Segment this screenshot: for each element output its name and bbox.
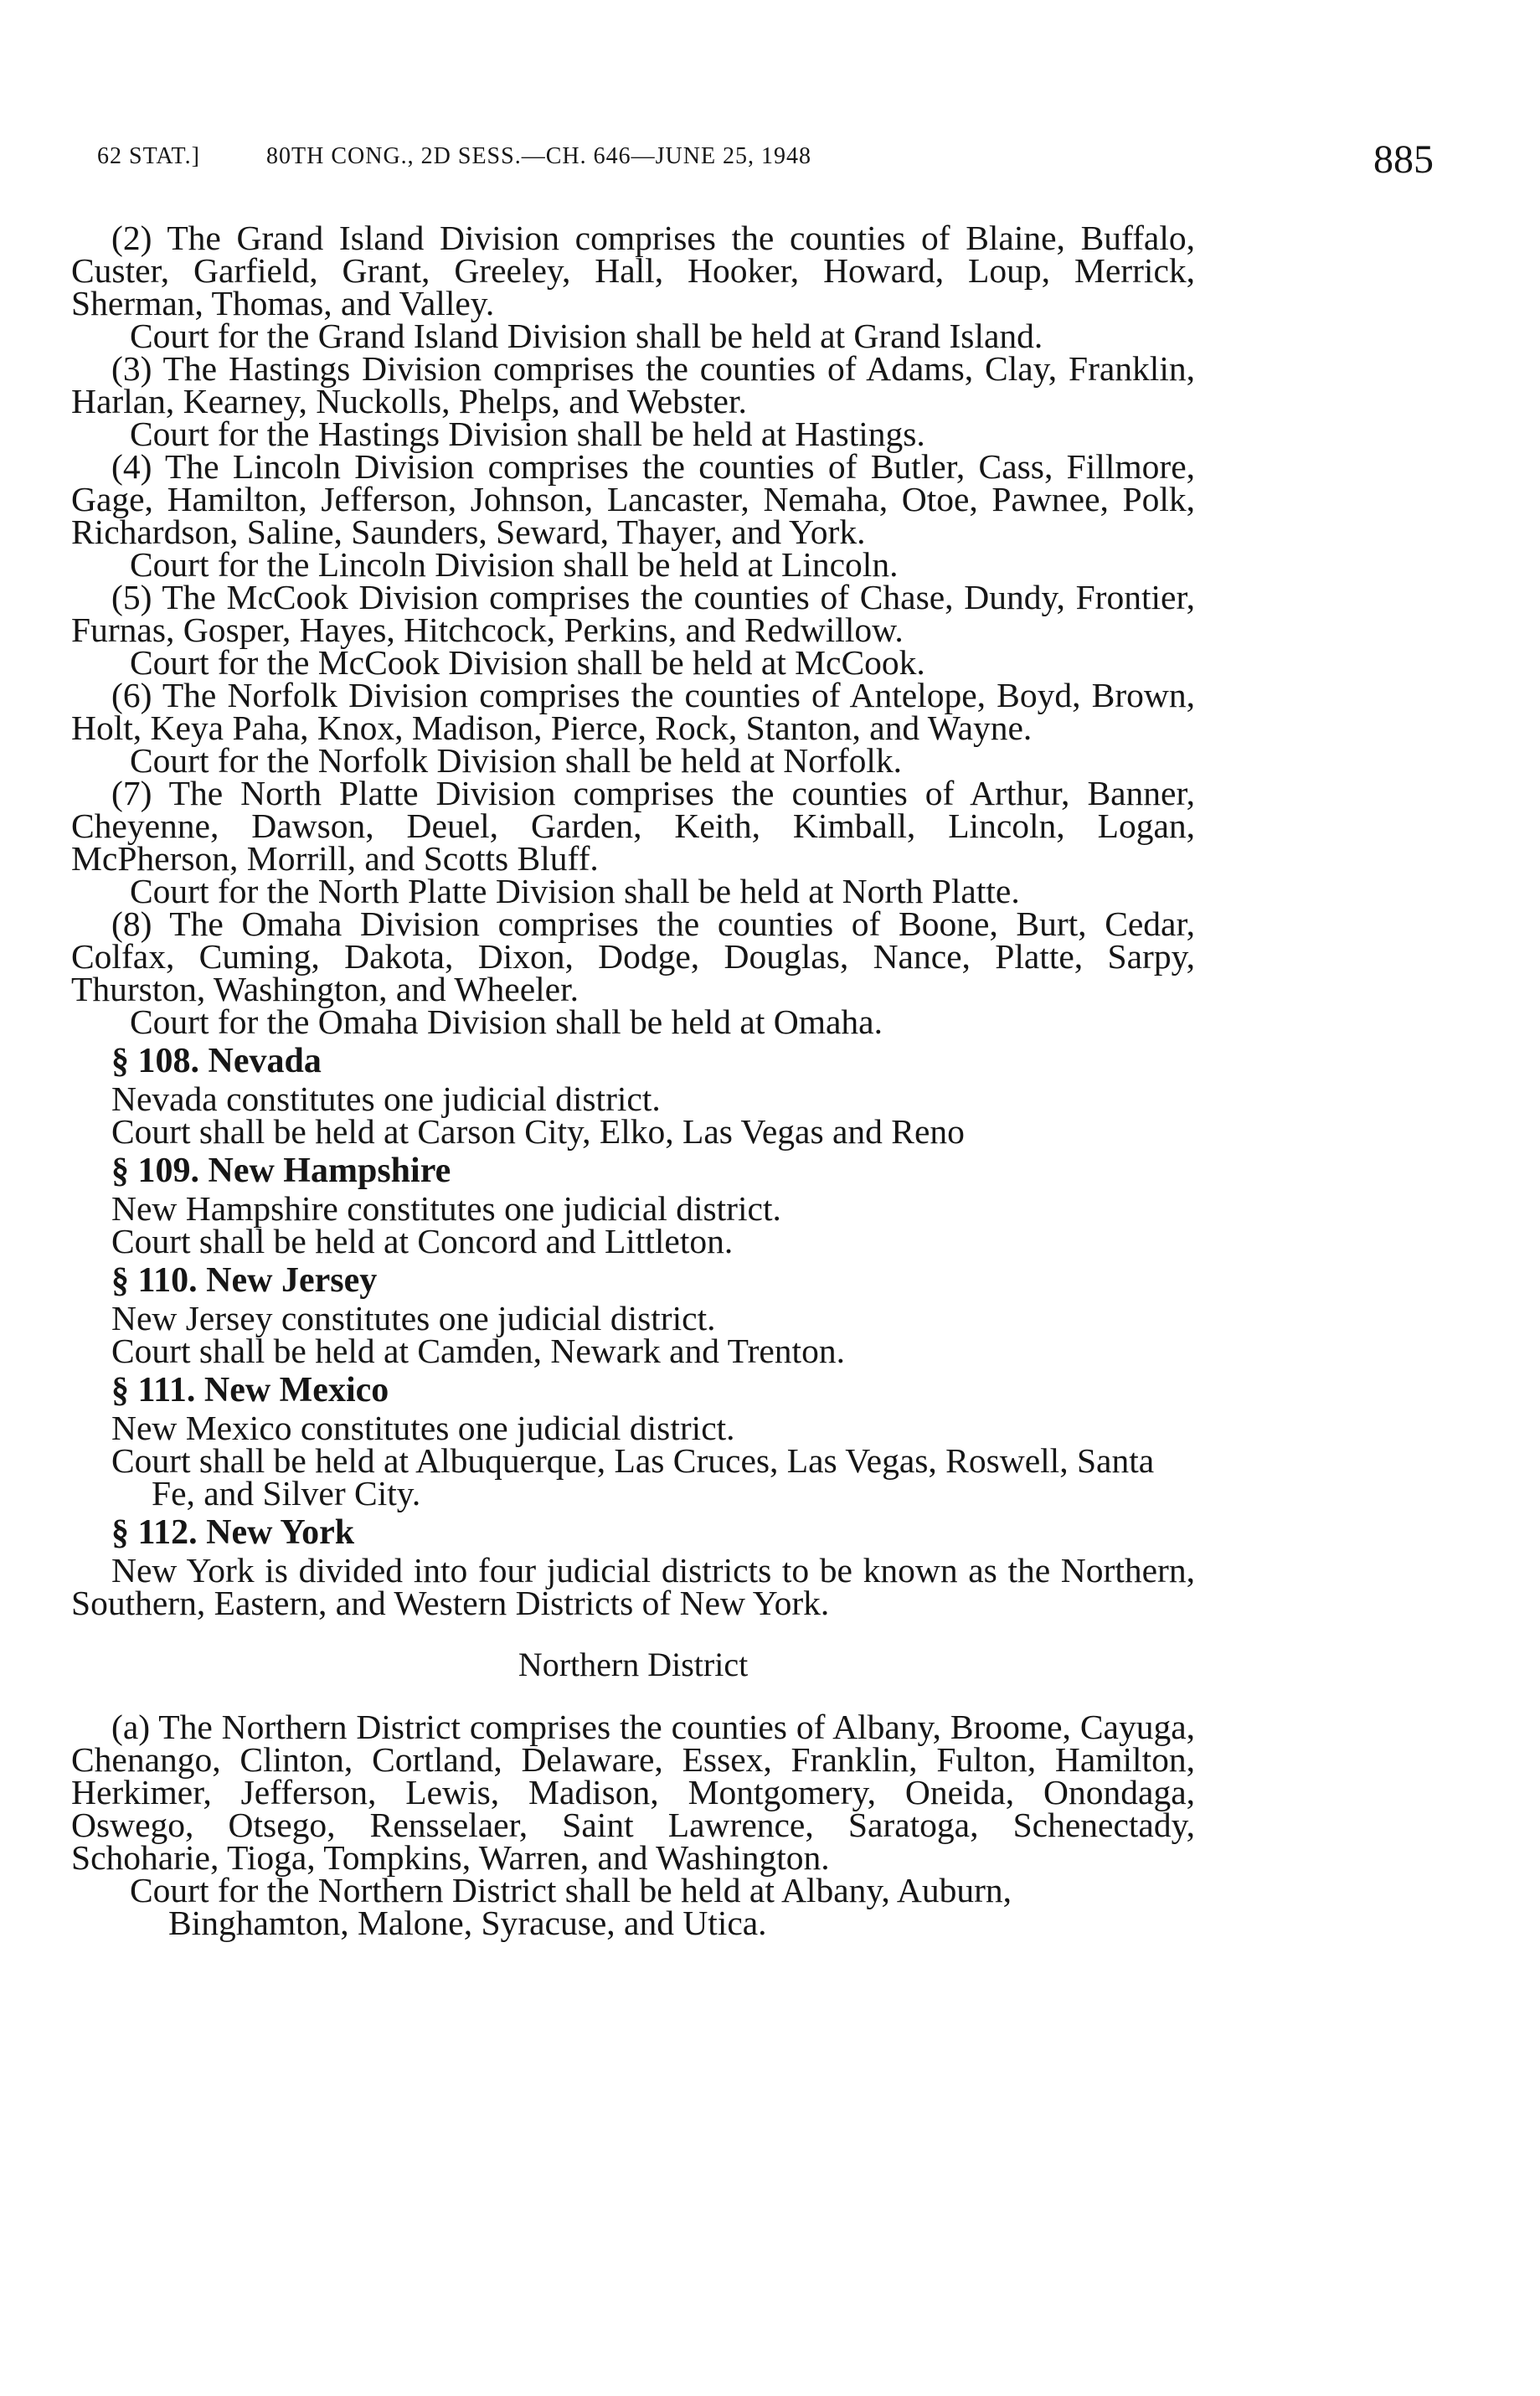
section-heading-new-york: § 112. New York <box>111 1513 355 1552</box>
omaha-court-line: Court for the Omaha Division shall be held at Omaha. <box>130 1002 883 1041</box>
new-hampshire-court-line: Court shall be held at Concord and Littleton. <box>111 1222 734 1260</box>
norfolk-court-line: Court for the Norfolk Division shall be held at Norfolk. <box>130 741 903 780</box>
norfolk-division-paragraph: (6) The Norfolk Division comprises the counties of Antelope, Boyd, Brown, Holt, Keya Paha, Knox, Madison, Pierce, Rock, Stanton, and Wayne. <box>71 676 1195 747</box>
section-heading-new-jersey: § 110. New Jersey <box>111 1261 378 1300</box>
new-hampshire-district-line: New Hampshire constitutes one judicial district. <box>111 1189 781 1228</box>
nevada-court-line: Court shall be held at Carson City, Elko, Las Vegas and Reno <box>111 1112 965 1151</box>
new-mexico-district-line: New Mexico constitutes one judicial district. <box>111 1409 735 1447</box>
section-heading-nevada: § 108. Nevada <box>111 1042 322 1080</box>
new-jersey-court-line: Court shall be held at Camden, Newark and Trenton. <box>111 1332 845 1370</box>
new-jersey-district-line: New Jersey constitutes one judicial district. <box>111 1299 716 1337</box>
new-mexico-court-line: Court shall be held at Albuquerque, Las Cruces, Las Vegas, Roswell, Santa Fe, and Silver City. <box>111 1441 1155 1512</box>
new-york-districts-paragraph: New York is divided into four judicial districts to be known as the Northern, Southern, Eastern, and Western Districts of New York. <box>71 1551 1195 1622</box>
mccook-division-paragraph: (5) The McCook Division comprises the counties of Chase, Dundy, Frontier, Furnas, Gosper, Hayes, Hitchcock, Perkins, and Redwillow. <box>71 578 1195 649</box>
page-body <box>71 219 1195 1942</box>
section-heading-new-hampshire: § 109. New Hampshire <box>111 1152 451 1190</box>
lincoln-division-paragraph: (4) The Lincoln Division comprises the counties of Butler, Cass, Fillmore, Gage, Hamilton, Jefferson, Johnson, Lancaster, Nemaha, Otoe, Pawnee, Polk, Richardson, Saline, Saunders, Seward, Thayer, and York. <box>71 447 1195 551</box>
grand-island-division-paragraph: (2) The Grand Island Division comprises the counties of Blaine, Buffalo, Custer, Garfield, Grant, Greeley, Hall, Hooker, Howard, Loup, Merrick, Sherman, Thomas, and Valley. <box>71 219 1195 322</box>
page-header <box>0 0 1540 182</box>
grand-island-court-line: Court for the Grand Island Division shall be held at Grand Island. <box>130 317 1043 355</box>
northern-district-paragraph: (a) The Northern District comprises the counties of Albany, Broome, Cayuga, Chenango, Clinton, Cortland, Delaware, Essex, Franklin, Fulton, Hamilton, Herkimer, Jefferson, Lewis, Madison, Montgomery, Oneida, Onondaga, Oswego, Otsego, Rensselaer, Saint Lawrence, Saratoga, Schenectady, Schoharie, Tioga, Tompkins, Warren, and Washington. <box>71 1708 1195 1877</box>
nevada-district-line: Nevada constitutes one judicial district. <box>111 1079 661 1118</box>
omaha-division-paragraph: (8) The Omaha Division comprises the counties of Boone, Burt, Cedar, Colfax, Cuming, Dakota, Dixon, Dodge, Douglas, Nance, Platte, Sarpy, Thurston, Washington, and Wheeler. <box>71 904 1195 1008</box>
northern-district-court-line: Court for the Northern District shall be held at Albany, Auburn, Binghamton, Malone, Syracuse, and Utica. <box>130 1871 1012 1942</box>
page-number: 885 <box>1373 137 1434 182</box>
hastings-division-paragraph: (3) The Hastings Division comprises the counties of Adams, Clay, Franklin, Harlan, Kearney, Nuckolls, Phelps, and Webster. <box>71 349 1195 420</box>
section-heading-new-mexico: § 111. New Mexico <box>111 1371 389 1409</box>
hastings-court-line: Court for the Hastings Division shall be held at Hastings. <box>130 415 925 453</box>
north-platte-division-paragraph: (7) The North Platte Division comprises the counties of Arthur, Banner, Cheyenne, Dawson, Deuel, Garden, Keith, Kimball, Lincoln, Logan, McPherson, Morrill, and Scotts Bluff. <box>71 774 1195 878</box>
statute-reference: 62 STAT.] <box>97 143 200 169</box>
lincoln-court-line: Court for the Lincoln Division shall be held at Lincoln. <box>130 545 899 584</box>
mccook-court-line: Court for the McCook Division shall be held at McCook. <box>130 643 925 682</box>
session-reference: 80TH CONG., 2D SESS.—CH. 646—JUNE 25, 1948 <box>266 143 812 169</box>
northern-district-subheading: Northern District <box>518 1646 749 1683</box>
north-platte-court-line: Court for the North Platte Division shall be held at North Platte. <box>130 872 1020 910</box>
